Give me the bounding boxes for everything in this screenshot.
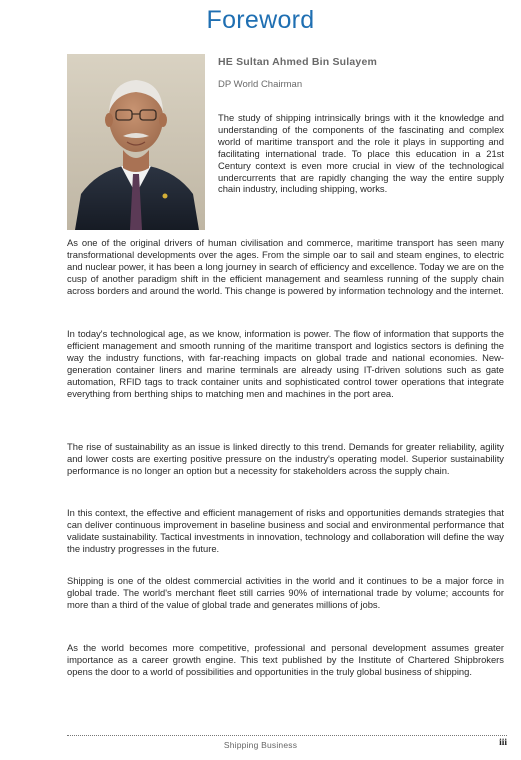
body-paragraph: The rise of sustainability as an issue is linked directly to this trend. Demands for greater reliability, agility and lower costs are exerting positive pressure on the industry's operating model. Superior sustainability performance is no longer an option but a necessity for stakeholders across the supply chain. <box>67 441 504 476</box>
body-paragraph: As one of the original drivers of human civilisation and commerce, maritime transport has seen many transformational developments over the ages. From the simple oar to sail and steam engines, to electric and nuclear power, it has been a long journey in search of efficiency and excellence. Today we are on the cusp of another paradigm shift in the efficient management and seamless running of the supply chain across borders and around the world. This change is powered by information technology and the internet. <box>67 237 504 296</box>
body-paragraph: As the world becomes more competitive, professional and personal development assumes greater importance as a career growth engine. This text published by the Institute of Chartered Shipbrokers opens the door to a world of possibilities and opportunities in the truly global business of shipping. <box>67 642 504 677</box>
author-role: DP World Chairman <box>218 79 303 90</box>
footer-title: Shipping Business <box>223 740 298 750</box>
page-title: Foreword <box>206 6 315 34</box>
author-portrait <box>67 54 205 230</box>
page-number: iii <box>499 738 507 748</box>
body-paragraph: The study of shipping intrinsically brings with it the knowledge and understanding of the components of the fascinating and complex world of maritime transport and the role it plays in supporting and facilitating international trade. To place this education in a 21st Century context is even more crucial in view of the technological undercurrents that are rapidly changing the way the entire supply chain industry, including shipping, works. <box>218 112 504 195</box>
body-paragraph: Shipping is one of the oldest commercial activities in the world and it continues to be a major force in global trade. The world's merchant fleet still carries 90% of international trade by volume; accounts for more than a third of the value of global trade and generates millions of jobs. <box>67 575 504 610</box>
footer-divider <box>67 735 507 736</box>
author-name: HE Sultan Ahmed Bin Sulayem <box>218 56 378 68</box>
body-paragraph: In this context, the effective and efficient management of risks and opportunities demands strategies that can deliver continuous improvement in baseline business and social and environmental performance that validate sustainability. Tactical investments in innovation, technology and collaboration will define the way the industry progresses in the future. <box>67 507 504 554</box>
body-paragraph: In today's technological age, as we know, information is power. The flow of information that supports the efficient management and smooth running of the maritime transport and logistics sectors is defining the way the industry functions, with far-reaching impacts on global trade and national economies. New-generation container liners and marine terminals are already using IT-driven solutions such as gate automation, RFID tags to track container units and sophisticated control tower operations that integrate everything from berthing ships to matching men and machines in the port area. <box>67 328 504 399</box>
